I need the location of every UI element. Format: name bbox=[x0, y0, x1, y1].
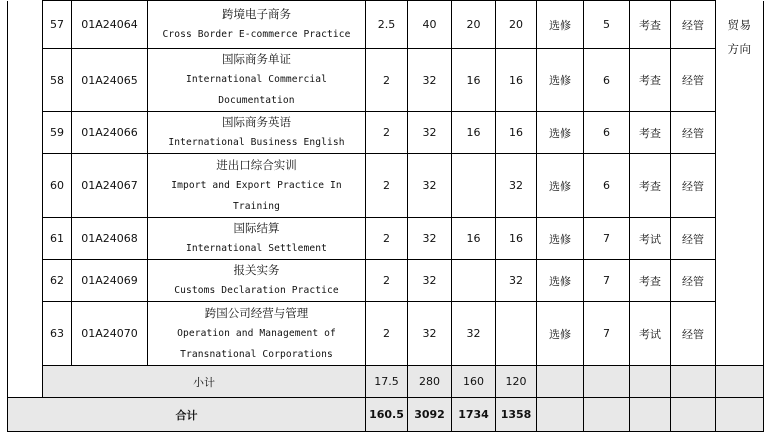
empty-cell bbox=[716, 398, 764, 432]
total-hours: 32 bbox=[408, 112, 452, 154]
department: 经管 bbox=[671, 49, 716, 112]
course-name bbox=[148, 218, 366, 260]
semester: 6 bbox=[584, 112, 630, 154]
course-name-zh: 跨国公司经营与管理 bbox=[204, 305, 309, 320]
credits: 2 bbox=[366, 154, 408, 218]
total-row bbox=[8, 398, 764, 432]
table-row bbox=[8, 218, 764, 260]
theory-hours: 20 bbox=[452, 1, 496, 49]
table-row bbox=[8, 49, 764, 112]
course-name-zh: 国际结算 bbox=[233, 221, 280, 235]
practice-hours: 16 bbox=[496, 112, 537, 154]
course-code: 01A24069 bbox=[72, 260, 148, 302]
empty-cell bbox=[671, 398, 716, 432]
subtotal-row bbox=[8, 366, 764, 398]
exam-type: 考查 bbox=[630, 260, 671, 302]
theory-hours: 16 bbox=[452, 112, 496, 154]
course-type: 选修 bbox=[537, 260, 584, 302]
row-number: 61 bbox=[43, 218, 72, 260]
course-name-en-line2: Documentation bbox=[218, 95, 295, 106]
subtotal-hours: 280 bbox=[408, 366, 452, 398]
course-code: 01A24070 bbox=[72, 302, 148, 366]
subtotal-credits: 17.5 bbox=[366, 366, 408, 398]
department: 经管 bbox=[671, 260, 716, 302]
total-theory: 1734 bbox=[452, 398, 496, 432]
course-name-zh: 国际商务英语 bbox=[222, 115, 291, 129]
total-hours: 32 bbox=[408, 154, 452, 218]
theory-hours: 32 bbox=[452, 302, 496, 366]
row-number: 62 bbox=[43, 260, 72, 302]
exam-type: 考试 bbox=[630, 302, 671, 366]
credits: 2 bbox=[366, 112, 408, 154]
total-hours: 32 bbox=[408, 49, 452, 112]
practice-hours: 20 bbox=[496, 1, 537, 49]
total-hours: 3092 bbox=[408, 398, 452, 432]
table-row bbox=[8, 1, 764, 49]
empty-cell bbox=[671, 366, 716, 398]
total-label: 合计 bbox=[8, 398, 366, 432]
total-hours: 32 bbox=[408, 260, 452, 302]
course-code: 01A24064 bbox=[72, 1, 148, 49]
course-type: 选修 bbox=[537, 218, 584, 260]
total-hours: 40 bbox=[408, 1, 452, 49]
course-name-zh: 国际商务单证 bbox=[222, 52, 291, 66]
course-type: 选修 bbox=[537, 49, 584, 112]
department: 经管 bbox=[671, 112, 716, 154]
course-name-en-line2: Transnational Corporations bbox=[180, 348, 333, 360]
course-code: 01A24067 bbox=[72, 154, 148, 218]
course-name-en: Operation and Management of bbox=[177, 327, 336, 339]
empty-cell bbox=[584, 398, 630, 432]
table-row bbox=[8, 112, 764, 154]
course-name bbox=[148, 1, 366, 49]
practice-hours: 32 bbox=[496, 154, 537, 218]
credits: 2 bbox=[366, 260, 408, 302]
semester: 6 bbox=[584, 49, 630, 112]
direction-line-2: 方向 bbox=[727, 41, 752, 56]
course-name-en: Customs Declaration Practice bbox=[174, 285, 339, 296]
empty-cell bbox=[584, 366, 630, 398]
course-type: 选修 bbox=[537, 302, 584, 366]
theory-hours: 16 bbox=[452, 218, 496, 260]
row-number: 63 bbox=[43, 302, 72, 366]
credits: 2.5 bbox=[366, 1, 408, 49]
subtotal-theory: 160 bbox=[452, 366, 496, 398]
department: 经管 bbox=[671, 218, 716, 260]
category-cell bbox=[8, 1, 43, 398]
course-name bbox=[148, 154, 366, 218]
direction-cell bbox=[716, 1, 764, 366]
course-name-zh: 报关实务 bbox=[233, 263, 280, 277]
course-name-en: International Commercial bbox=[185, 74, 328, 85]
row-number: 59 bbox=[43, 112, 72, 154]
course-name-en-line2: Training bbox=[232, 200, 280, 212]
table-row bbox=[8, 260, 764, 302]
theory-hours bbox=[452, 154, 496, 218]
course-name-en: Import and Export Practice In bbox=[171, 179, 342, 191]
semester: 7 bbox=[584, 260, 630, 302]
course-type: 选修 bbox=[537, 154, 584, 218]
theory-hours bbox=[452, 260, 496, 302]
exam-type: 考试 bbox=[630, 218, 671, 260]
total-hours: 32 bbox=[408, 302, 452, 366]
course-code: 01A24066 bbox=[72, 112, 148, 154]
empty-cell bbox=[537, 398, 584, 432]
course-type: 选修 bbox=[537, 1, 584, 49]
exam-type: 考查 bbox=[630, 154, 671, 218]
empty-cell bbox=[630, 398, 671, 432]
semester: 6 bbox=[584, 154, 630, 218]
practice-hours: 16 bbox=[496, 49, 537, 112]
course-name bbox=[148, 302, 366, 366]
course-name-en: International Business English bbox=[168, 137, 345, 148]
empty-cell bbox=[537, 366, 584, 398]
total-credits: 160.5 bbox=[366, 398, 408, 432]
department: 经管 bbox=[671, 1, 716, 49]
course-name bbox=[148, 112, 366, 154]
course-code: 01A24065 bbox=[72, 49, 148, 112]
course-type: 选修 bbox=[537, 112, 584, 154]
subtotal-label: 小计 bbox=[43, 366, 366, 398]
credits: 2 bbox=[366, 218, 408, 260]
department: 经管 bbox=[671, 154, 716, 218]
course-name bbox=[148, 49, 366, 112]
course-name bbox=[148, 260, 366, 302]
course-name-en: International Settlement bbox=[185, 243, 328, 254]
subtotal-practice: 120 bbox=[496, 366, 537, 398]
course-name-zh: 进出口综合实训 bbox=[216, 157, 297, 172]
total-practice: 1358 bbox=[496, 398, 537, 432]
table-row bbox=[8, 302, 764, 366]
exam-type: 考查 bbox=[630, 1, 671, 49]
exam-type: 考查 bbox=[630, 112, 671, 154]
empty-cell bbox=[716, 366, 764, 398]
total-hours: 32 bbox=[408, 218, 452, 260]
direction-line-1: 贸易 bbox=[727, 17, 752, 32]
semester: 7 bbox=[584, 302, 630, 366]
credits: 2 bbox=[366, 302, 408, 366]
department: 经管 bbox=[671, 302, 716, 366]
course-code: 01A24068 bbox=[72, 218, 148, 260]
exam-type: 考查 bbox=[630, 49, 671, 112]
practice-hours: 16 bbox=[496, 218, 537, 260]
course-name-zh: 跨境电子商务 bbox=[222, 7, 291, 21]
credits: 2 bbox=[366, 49, 408, 112]
theory-hours: 16 bbox=[452, 49, 496, 112]
practice-hours: 32 bbox=[496, 260, 537, 302]
semester: 5 bbox=[584, 1, 630, 49]
curriculum-table bbox=[7, 0, 764, 432]
practice-hours bbox=[496, 302, 537, 366]
row-number: 58 bbox=[43, 49, 72, 112]
course-name-en: Cross Border E-commerce Practice bbox=[162, 29, 351, 40]
table-row bbox=[8, 154, 764, 218]
row-number: 57 bbox=[43, 1, 72, 49]
empty-cell bbox=[630, 366, 671, 398]
semester: 7 bbox=[584, 218, 630, 260]
row-number: 60 bbox=[43, 154, 72, 218]
